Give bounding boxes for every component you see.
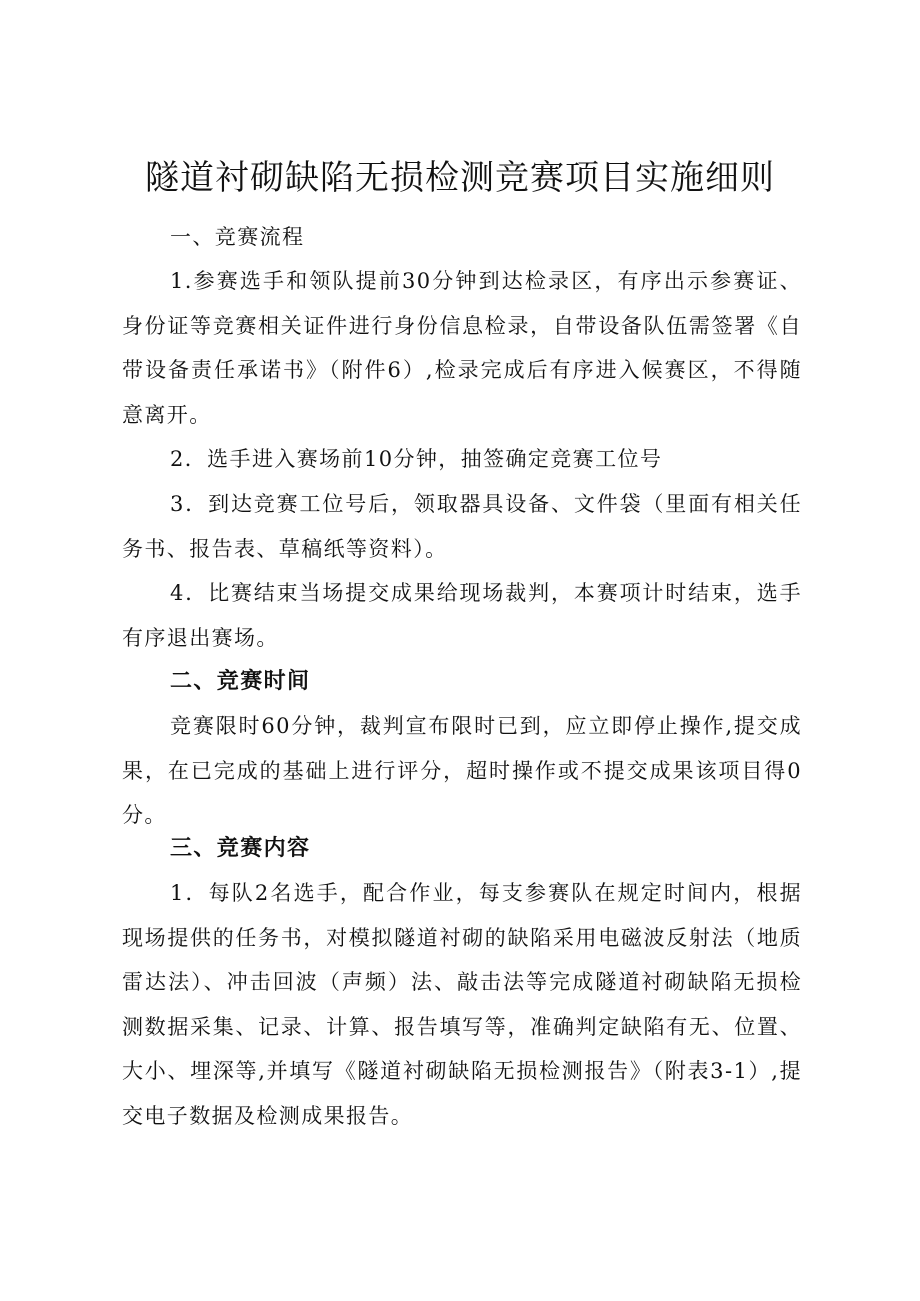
content-paragraph: 1．每队2名选手，配合作业，每支参赛队在规定时间内，根据现场提供的任务书，对模拟隧道衬砌的缺陷采用电磁波反射法（地质雷达法）、冲击回波（声频）法、敲击法等完成隧道衬砌缺陷无损检测数据采集、记录、计算、报告填写等，准确判定缺陷有无、位置、大小、埋深等,并填写《隧道衬砌缺陷无损检测报告》（附表3-1）,提交电子数据及检测成果报告。: [122, 881, 802, 1128]
process-item-1: 1.参赛选手和领队提前30分钟到达检录区，有序出示参赛证、身份证等竞赛相关证件进行身份信息检录，自带设备队伍需签署《自带设备责任承诺书》（附件6）,检录完成后有序进入候赛区，不得随意离开。: [122, 269, 802, 427]
process-item-4: 4．比赛结束当场提交成果给现场裁判，本赛项计时结束，选手有序退出赛场。: [122, 581, 802, 650]
process-item-3: 3．到达竞赛工位号后，领取器具设备、文件袋（里面有相关任务书、报告表、草稿纸等资料）。: [122, 492, 802, 561]
section-heading-process: 一、竞赛流程: [170, 225, 305, 249]
page-title: 隧道衬砌缺陷无损检测竞赛项目实施细则: [145, 158, 775, 198]
process-item-2: 2．选手进入赛场前10分钟，抽签确定竞赛工位号: [170, 447, 663, 471]
time-paragraph: 竞赛限时60分钟，裁判宣布限时已到，应立即停止操作,提交成果，在已完成的基础上进行评分，超时操作或不提交成果该项目得0分。: [122, 714, 802, 827]
section-heading-time: 二、竞赛时间: [170, 669, 311, 694]
section-heading-content: 三、竞赛内容: [170, 836, 311, 861]
